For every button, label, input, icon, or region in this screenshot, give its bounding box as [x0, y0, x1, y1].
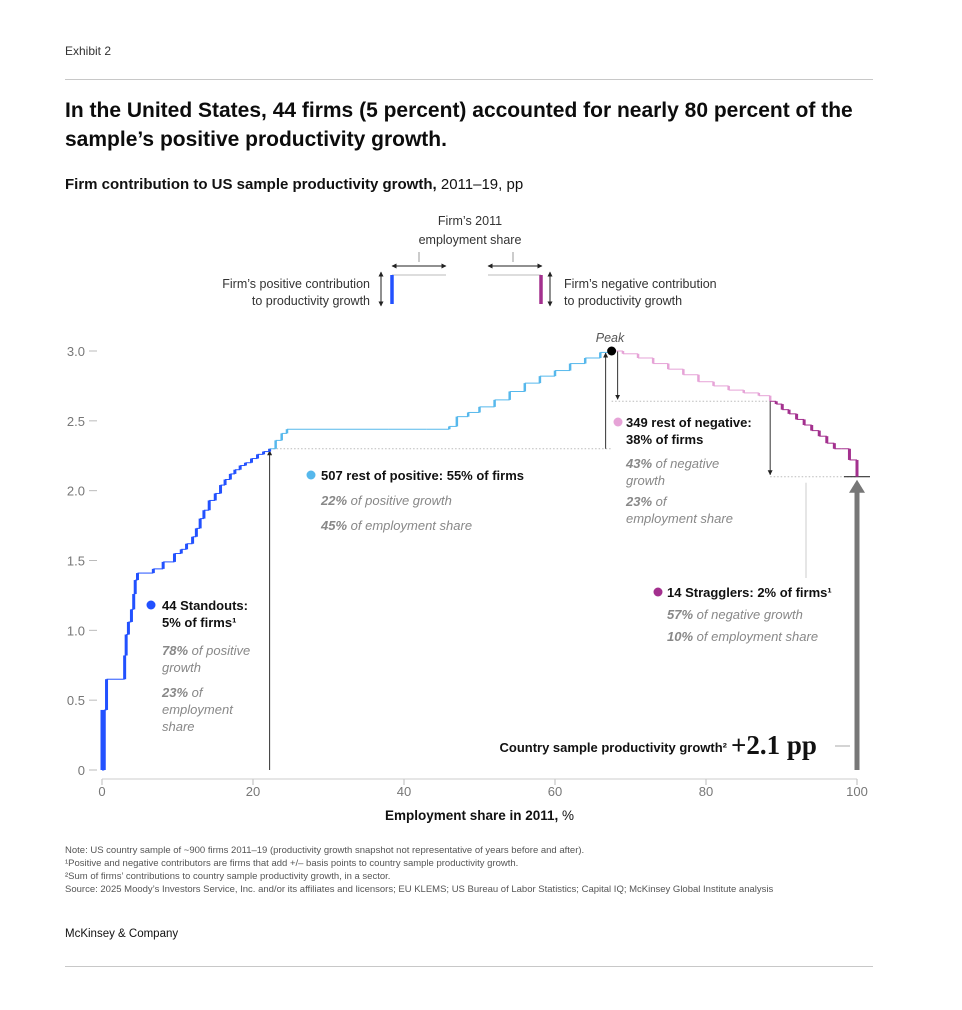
- standouts-stat2-num: 23%: [162, 685, 189, 700]
- series-stragglers: [770, 401, 857, 476]
- y-tick-label: 3.0: [66, 344, 85, 359]
- standouts-stat1-line2: growth: [162, 660, 202, 675]
- brand-name: McKinsey & Company: [65, 928, 179, 940]
- stragglers-title: 14 Stragglers: 2% of firms¹: [667, 585, 832, 600]
- y-tick-label: 0: [77, 763, 85, 778]
- rest-negative-stat2-num: 23%: [626, 494, 653, 509]
- exhibit-label: Exhibit 2: [65, 44, 112, 58]
- series-rest-negative: [612, 351, 771, 401]
- legend-positive-line1: Firm’s positive contribution: [222, 277, 370, 291]
- standouts-title-line1: 44 Standouts:: [162, 598, 248, 613]
- y-tick-label: 2.5: [66, 413, 85, 429]
- y-tick-label: 2.0: [66, 483, 85, 499]
- rest-positive-annotation: [307, 468, 525, 533]
- rest-negative-stat1-num: 43%: [626, 456, 653, 471]
- country-total-value: +2.1 pp: [731, 730, 817, 760]
- footnote-2: ²Sum of firms’ contributions to country sample productivity growth, in a sector.: [65, 871, 391, 882]
- rest-negative-stat1: [625, 456, 719, 471]
- legend-employment-line1: Firm’s 2011: [437, 214, 503, 228]
- rest-positive-stat1-text: of positive growth: [350, 493, 452, 508]
- peak-label: Peak: [595, 331, 625, 345]
- series-rest-positive: [270, 351, 612, 449]
- note-line: Note: US country sample of ~900 firms 2011–19 (productivity growth snapshot not representative of years before and after).: [65, 845, 585, 856]
- x-tick-label: 60: [547, 784, 563, 799]
- standouts-stat1-num: 78%: [162, 643, 189, 658]
- rest-negative-title-line2: 38% of firms: [626, 432, 704, 447]
- rest-negative-stat2-line2: employment share: [626, 511, 733, 526]
- bottom-divider: [65, 966, 873, 967]
- y-tick-label: 0.5: [66, 693, 85, 709]
- rest-negative-stat1-text1: of negative: [655, 456, 720, 471]
- peak-point: [607, 347, 616, 356]
- stragglers-stat1: [667, 607, 803, 622]
- rest-positive-dot: [307, 471, 316, 480]
- source-line: Source: 2025 Moody’s Investors Service, Inc. and/or its affiliates and licensors; EU KLEMS; US Bureau of Labor Statistics; Capital IQ; McKinsey Global Institute analysis: [65, 884, 774, 895]
- country-total-arrow-head: [849, 480, 865, 493]
- stragglers-stat1-num: 57%: [667, 607, 694, 622]
- rest-negative-stat2-text1: of: [655, 494, 667, 509]
- standouts-stat2: [161, 685, 204, 700]
- country-total-label: Country sample productivity growth²: [499, 740, 727, 755]
- standouts-title-line2: 5% of firms¹: [162, 615, 237, 630]
- y-tick-label: 1.5: [66, 553, 85, 569]
- x-axis: [98, 779, 867, 799]
- x-axis-label-bold: Employment share in 2011,: [384, 808, 559, 823]
- rest-positive-stat1: [320, 493, 452, 508]
- chart-svg: [0, 200, 962, 840]
- x-axis-label: [385, 808, 574, 823]
- standouts-stat2-line3: share: [162, 719, 195, 734]
- rest-negative-stat1-line2: growth: [626, 473, 666, 488]
- rest-negative-stat2: [625, 494, 668, 509]
- rest-positive-stat2: [320, 518, 472, 533]
- x-axis-label-rest: %: [558, 808, 575, 823]
- y-tick-label: 1.0: [66, 623, 85, 639]
- stragglers-dot: [654, 588, 663, 597]
- standouts-stat1-text1: of positive: [191, 643, 251, 658]
- standouts-dot: [147, 601, 156, 610]
- rest-positive-stat2-text: of employment share: [350, 518, 473, 533]
- subtitle-rest: 2011–19, pp: [436, 176, 524, 193]
- chart-title: In the United States, 44 firms (5 percent) accounted for nearly 80 percent of the sample’s positive productivity growth.: [65, 99, 853, 151]
- standouts-annotation: [147, 598, 251, 734]
- top-divider: [65, 79, 873, 80]
- guide-lines: [270, 351, 870, 770]
- standouts-stat2-line2: employment: [162, 702, 233, 717]
- chart-subtitle: [65, 176, 523, 193]
- x-tick-label: 0: [98, 784, 106, 799]
- rest-positive-stat2-num: 45%: [321, 518, 348, 533]
- x-tick-label: 80: [698, 784, 714, 799]
- stragglers-stat2-text: of employment share: [696, 629, 819, 644]
- standouts-stat1: [162, 643, 250, 658]
- stragglers-stat1-text: of negative growth: [696, 607, 803, 622]
- stragglers-stat2-num: 10%: [667, 629, 694, 644]
- x-tick-label: 20: [245, 784, 261, 799]
- stragglers-stat2: [667, 629, 818, 644]
- rest-positive-stat1-num: 22%: [321, 493, 348, 508]
- footnote-1: ¹Positive and negative contributors are firms that add +/– basis points to country sample productivity growth.: [65, 858, 519, 869]
- stragglers-annotation: [654, 585, 832, 644]
- y-axis: [67, 344, 97, 778]
- legend-key: [222, 214, 716, 308]
- rest-negative-dot: [614, 418, 623, 427]
- rest-positive-title: 507 rest of positive: 55% of firms: [321, 468, 525, 483]
- legend-negative-line2: to productivity growth: [564, 294, 683, 308]
- subtitle-bold: Firm contribution to US sample productivity growth,: [65, 176, 437, 193]
- legend-positive-line2: to productivity growth: [251, 294, 370, 308]
- legend-negative-line1: Firm’s negative contribution: [564, 277, 717, 291]
- standouts-stat2-text1: of: [191, 685, 203, 700]
- rest-negative-title-line1: 349 rest of negative:: [626, 415, 752, 430]
- rest-negative-annotation: [614, 415, 752, 526]
- x-tick-label: 100: [846, 784, 868, 799]
- x-tick-label: 40: [396, 784, 412, 799]
- country-total-annotation: [499, 730, 850, 760]
- legend-employment-line2: employment share: [418, 233, 522, 247]
